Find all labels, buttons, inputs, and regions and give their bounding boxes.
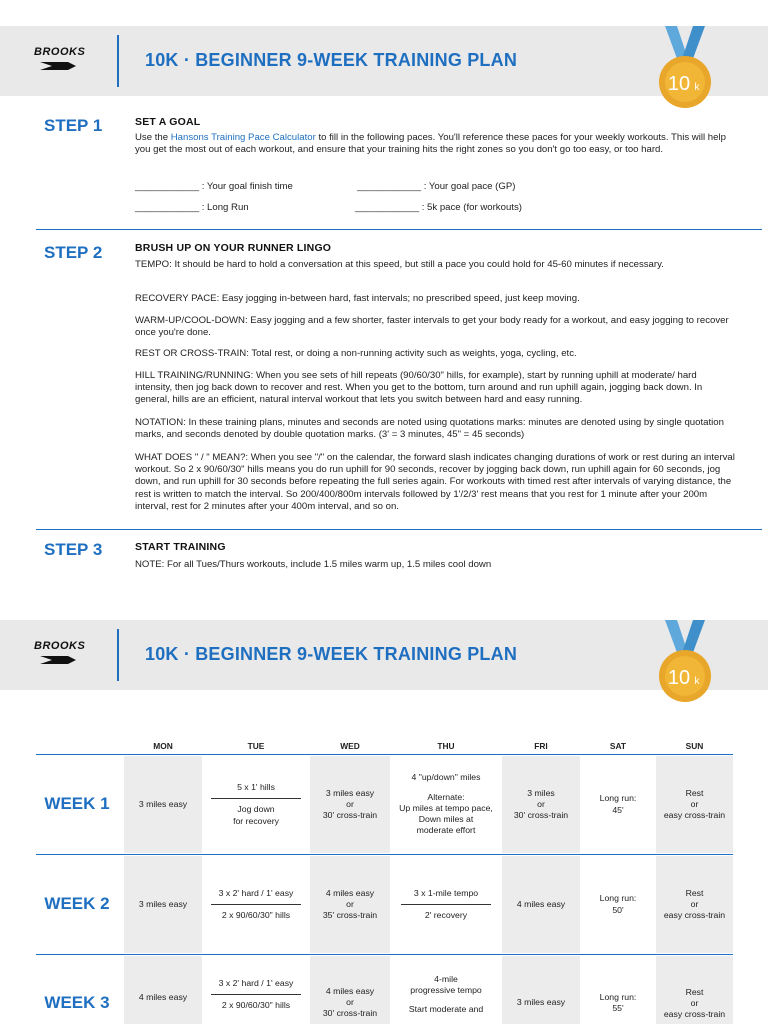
page-header (0, 620, 768, 690)
section-divider (36, 229, 762, 230)
header-divider (117, 629, 119, 681)
week2-wed: 4 miles easy or 35' cross-train (310, 856, 390, 953)
week1-mon: 3 miles easy (124, 756, 202, 853)
svg-text:k: k (694, 82, 700, 93)
svg-text:k: k (694, 676, 700, 687)
pace-calculator-link[interactable]: Hansons Training Pace Calculator (170, 132, 316, 143)
svg-text:10: 10 (667, 667, 691, 689)
hill-definition: HILL TRAINING/RUNNING: When you see sets of hill repeats (90/60/30" hills, for example), start by running uphill at moderate/ hard intensity, then jog back down to recover and rest. When you get to the bottom, turn around and run uphill again, jogging back down. In general, hills are an efficient, natural interval workout that lets you switch between hard and easy running. (135, 370, 703, 406)
page-header (0, 26, 768, 96)
medal-icon (657, 620, 713, 710)
brooks-chevron-icon (38, 60, 78, 72)
goal-finish-time-field: ____________ : Your goal finish time (135, 181, 293, 192)
tempo-definition: TEMPO: It should be hard to hold a conversation at this speed, but still a pace you could hold for 45-60 minutes if necessary. (135, 259, 664, 270)
week1-sun: Rest or easy cross-train (656, 756, 733, 853)
svg-text:10: 10 (667, 73, 691, 95)
day-header-fri: FRI (534, 741, 548, 751)
week1-sat: Long run: 45' (599, 793, 637, 815)
day-header-wed: WED (340, 741, 360, 751)
notation-definition: NOTATION: In these training plans, minutes and seconds are noted using quotations marks: minutes are denoted using by single quotation marks, and seconds denoted by double quotation marks. (3' = 3 minutes, 45" = 45 seconds) (135, 417, 724, 441)
day-header-tue: TUE (247, 741, 265, 751)
week3-tue: 3 x 2' hard / 1' easy 2 x 90/60/30" hills (202, 956, 310, 1024)
day-header-sat: SAT (609, 741, 627, 751)
week2-tue: 3 x 2' hard / 1' easy 2 x 90/60/30" hills (202, 856, 310, 953)
warmup-definition: WARM-UP/COOL-DOWN: Easy jogging and a few shorter, faster intervals to get your body ready for a workout, and easy jogging to recover once you're done. (135, 315, 729, 339)
step3-title: START TRAINING (135, 541, 226, 553)
step2-label: STEP 2 (44, 243, 103, 262)
table-rule (36, 754, 733, 755)
brooks-logo (34, 640, 94, 674)
step3-label: STEP 3 (44, 540, 103, 559)
table-rule (36, 854, 733, 855)
day-header-sun: SUN (685, 741, 704, 751)
step2-title: BRUSH UP ON YOUR RUNNER LINGO (135, 242, 332, 254)
day-header-mon: MON (153, 741, 173, 751)
week3-wed: 4 miles easy or 30' cross-train (310, 956, 390, 1024)
week2-mon: 3 miles easy (124, 856, 202, 953)
week1-wed: 3 miles easy or 30' cross-train (310, 756, 390, 853)
long-run-field: ____________ : Long Run (135, 202, 249, 213)
week-label: WEEK 3 (44, 993, 110, 1012)
table-rule (36, 954, 733, 955)
week3-mon: 4 miles easy (124, 956, 202, 1024)
step1-label: STEP 1 (44, 116, 103, 135)
rest-definition: REST OR CROSS-TRAIN: Total rest, or doing a non-running activity such as weights, yoga, cycling, etc. (135, 348, 577, 359)
section-divider (36, 529, 762, 530)
plan-title: 10K · BEGINNER 9-WEEK TRAINING PLAN (145, 50, 518, 70)
step1-title: SET A GOAL (135, 116, 201, 128)
brooks-chevron-icon (38, 654, 78, 666)
goal-pace-field: ____________ : Your goal pace (GP) (357, 181, 516, 192)
5k-pace-field: ____________ : 5k pace (for workouts) (355, 202, 522, 213)
week3-thu: 4-mile progressive tempo Start moderate and (408, 974, 484, 1015)
week2-thu: 3 x 1-mile tempo 2' recovery (390, 856, 502, 953)
week1-tue: 5 x 1' hills Jog down for recovery (202, 756, 310, 853)
brooks-logo (34, 46, 94, 80)
week-label: WEEK 2 (44, 894, 110, 913)
day-header-thu: THU (437, 741, 455, 751)
step3-note: NOTE: For all Tues/Thurs workouts, include 1.5 miles warm up, 1.5 miles cool down (135, 559, 492, 570)
week2-sat: Long run: 50' (599, 893, 637, 915)
plan-title: 10K · BEGINNER 9-WEEK TRAINING PLAN (145, 644, 518, 664)
brand-name: BROOKS (34, 640, 86, 652)
week-label: WEEK 1 (44, 794, 110, 813)
step1-text: Use the Hansons Training Pace Calculator to fill in the following paces. You'll reference these paces for your weekly workouts. This will help you get the most out of each workout, and ensure that your training hits the right zones so you don't go too easy, or too hard. (135, 132, 726, 156)
medal-icon (657, 26, 713, 116)
week2-fri: 4 miles easy (502, 856, 580, 953)
week1-thu: 4 "up/down" miles Alternate: Up miles at tempo pace, Down miles at moderate effort (399, 772, 493, 836)
week3-sat: Long run: 55' (599, 992, 637, 1014)
week3-sun: Rest or easy cross-train (656, 956, 733, 1024)
brand-name: BROOKS (34, 46, 86, 58)
week3-fri: 3 miles easy (502, 956, 580, 1024)
slash-definition: WHAT DOES " / " MEAN?: When you see "/" on the calendar, the forward slash indicates changing durations of work or rest during an interval workout. So 2 x 90/60/30" hills means you do run uphill for 90 seconds, recover by jogging back down, run uphill again for 60 seconds, jog down, and run uphill for 30 seconds before repeating the full series again. For workouts with timed rest after intervals of varying distance, the rest is written to match the interval. So 200/400/800m intervals followed by 1'/2/3' rest means that you rest for 1 minute after your 200m interval, rest for 2 minutes after your 400m interval, and so on. (135, 452, 735, 512)
week1-fri: 3 miles or 30' cross-train (502, 756, 580, 853)
week2-sun: Rest or easy cross-train (656, 856, 733, 953)
header-divider (117, 35, 119, 87)
recovery-definition: RECOVERY PACE: Easy jogging in-between hard, fast intervals; no prescribed speed, just keep moving. (135, 293, 580, 304)
